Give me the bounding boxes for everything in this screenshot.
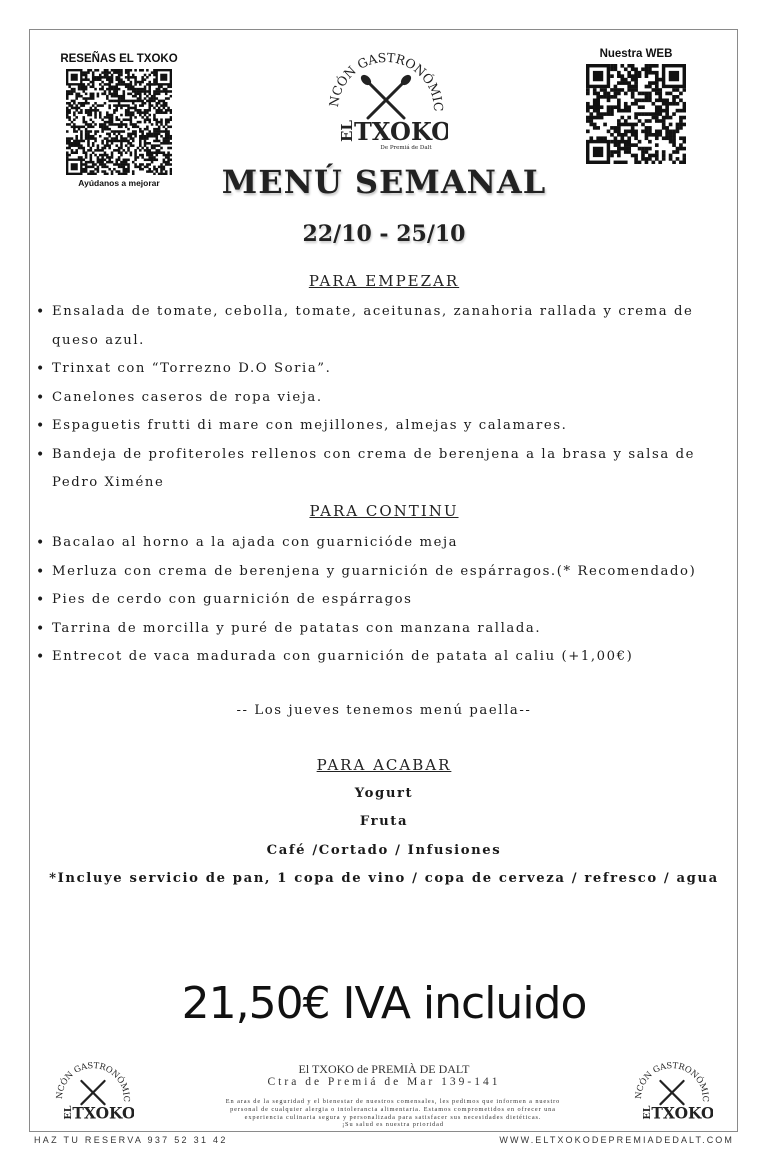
svg-text:EL: EL xyxy=(642,1105,654,1120)
reviews-qr-label: RESEÑAS EL TXOKO xyxy=(60,53,178,65)
list-item: • Tarrina de morcilla y puré de patatas con manzana rallada. xyxy=(36,615,736,644)
paella-note: -- Los jueves tenemos menú paella-- xyxy=(236,703,532,718)
allergy-note-line: En aras de la seguridad y el bienestar de nuestros comensales, les pedimos que informen a nuestro xyxy=(225,1098,561,1105)
mains-list xyxy=(36,529,736,672)
logo-arc-text: NCÓN GASTRONÓMIC xyxy=(325,49,447,112)
menu-dates: 22/10 - 25/10 xyxy=(302,221,466,247)
list-item: • Trinxat con “Torrezno D.O Soria”. xyxy=(36,355,736,384)
starters-list xyxy=(36,298,736,498)
web-qr-code[interactable] xyxy=(586,64,686,164)
list-item: • Espaguetis frutti di mare con mejillones, almejas y calamares. xyxy=(36,412,736,441)
svg-text:RINCÓN GASTRONÓMICO: NCÓN GASTRONÓMIC xyxy=(53,1060,132,1103)
list-item: • Canelones caseros de ropa vieja. xyxy=(36,384,736,413)
txoko-logo xyxy=(324,40,448,156)
dessert-item: Fruta xyxy=(359,814,409,829)
dessert-item: Café /Cortado / Infusiones xyxy=(266,843,502,858)
web-qr-block xyxy=(572,48,700,164)
reservation-phone[interactable]: HAZ TU RESERVA 937 52 31 42 xyxy=(34,1135,228,1145)
list-item: • Ensalada de tomate, cebolla, tomate, aceitunas, zanahoria rallada y crema de queso azul. xyxy=(36,298,736,355)
list-item: • Merluza con crema de berenjena y guarnición de espárragos.(* Recomendado) xyxy=(36,558,736,587)
logo-place-text: De Premiá de Dalt xyxy=(380,145,432,151)
svg-text:TXOKO: TXOKO xyxy=(72,1104,134,1123)
menu-title: MENÚ SEMANAL xyxy=(221,163,547,201)
list-item: • Bacalao al horno a la ajada con guarnicióde meja xyxy=(36,529,736,558)
svg-text:TXOKO: TXOKO xyxy=(651,1104,713,1123)
dessert-item: Yogurt xyxy=(354,786,414,801)
svg-text:RINCÓN GASTRONÓMICO: NCÓN GASTRONÓMIC xyxy=(632,1060,711,1103)
crossed-paddles-icon xyxy=(368,82,404,118)
reviews-qr-code[interactable] xyxy=(66,69,172,175)
starters-heading: PARA EMPEZAR xyxy=(308,272,460,290)
footer-address: Ctra de Premiá de Mar 139-141 xyxy=(267,1076,501,1088)
logo-name-text: TXOKO xyxy=(354,117,448,146)
list-item: • Bandeja de profiteroles rellenos con crema de berenjena a la brasa y salsa de Pedro Ximéne xyxy=(36,441,736,498)
web-qr-label: Nuestra WEB xyxy=(599,48,673,60)
svg-text:EL: EL xyxy=(63,1105,75,1120)
menu-price: 21,50€ IVA incluido xyxy=(181,978,587,1029)
allergy-note-line: ¡Su salud es nuestra prioridad xyxy=(342,1121,444,1129)
allergy-note-line: personal de cualquier alergia o intolerancia alimentaria. Estamos comprometidos en ofrecer una xyxy=(230,1105,556,1113)
reviews-qr-caption: Ayúdanos a mejorar xyxy=(78,178,160,188)
list-item: • Pies de cerdo con guarnición de espárragos xyxy=(36,586,736,615)
mains-heading: PARA CONTINU xyxy=(309,502,459,520)
desserts-heading: PARA ACABAR xyxy=(316,756,452,774)
allergy-note-line: experiencia culinaria segura y personalizada para satisfacer sus necesidades dietéticas. xyxy=(244,1113,542,1121)
logo-el-text: EL xyxy=(338,120,356,142)
website-link[interactable]: WWW.ELTXOKODEPREMIADEDALT.COM xyxy=(499,1135,734,1145)
includes-note: *Incluye servicio de pan, 1 copa de vino / copa de cerveza / refresco / agua xyxy=(49,871,719,886)
footer-restaurant-name: El TXOKO de PREMIÀ DE DALT xyxy=(298,1062,470,1076)
allergy-note xyxy=(188,1098,598,1129)
list-item: • Entrecot de vaca madurada con guarnición de patata al caliu (+1,00€) xyxy=(36,643,736,672)
